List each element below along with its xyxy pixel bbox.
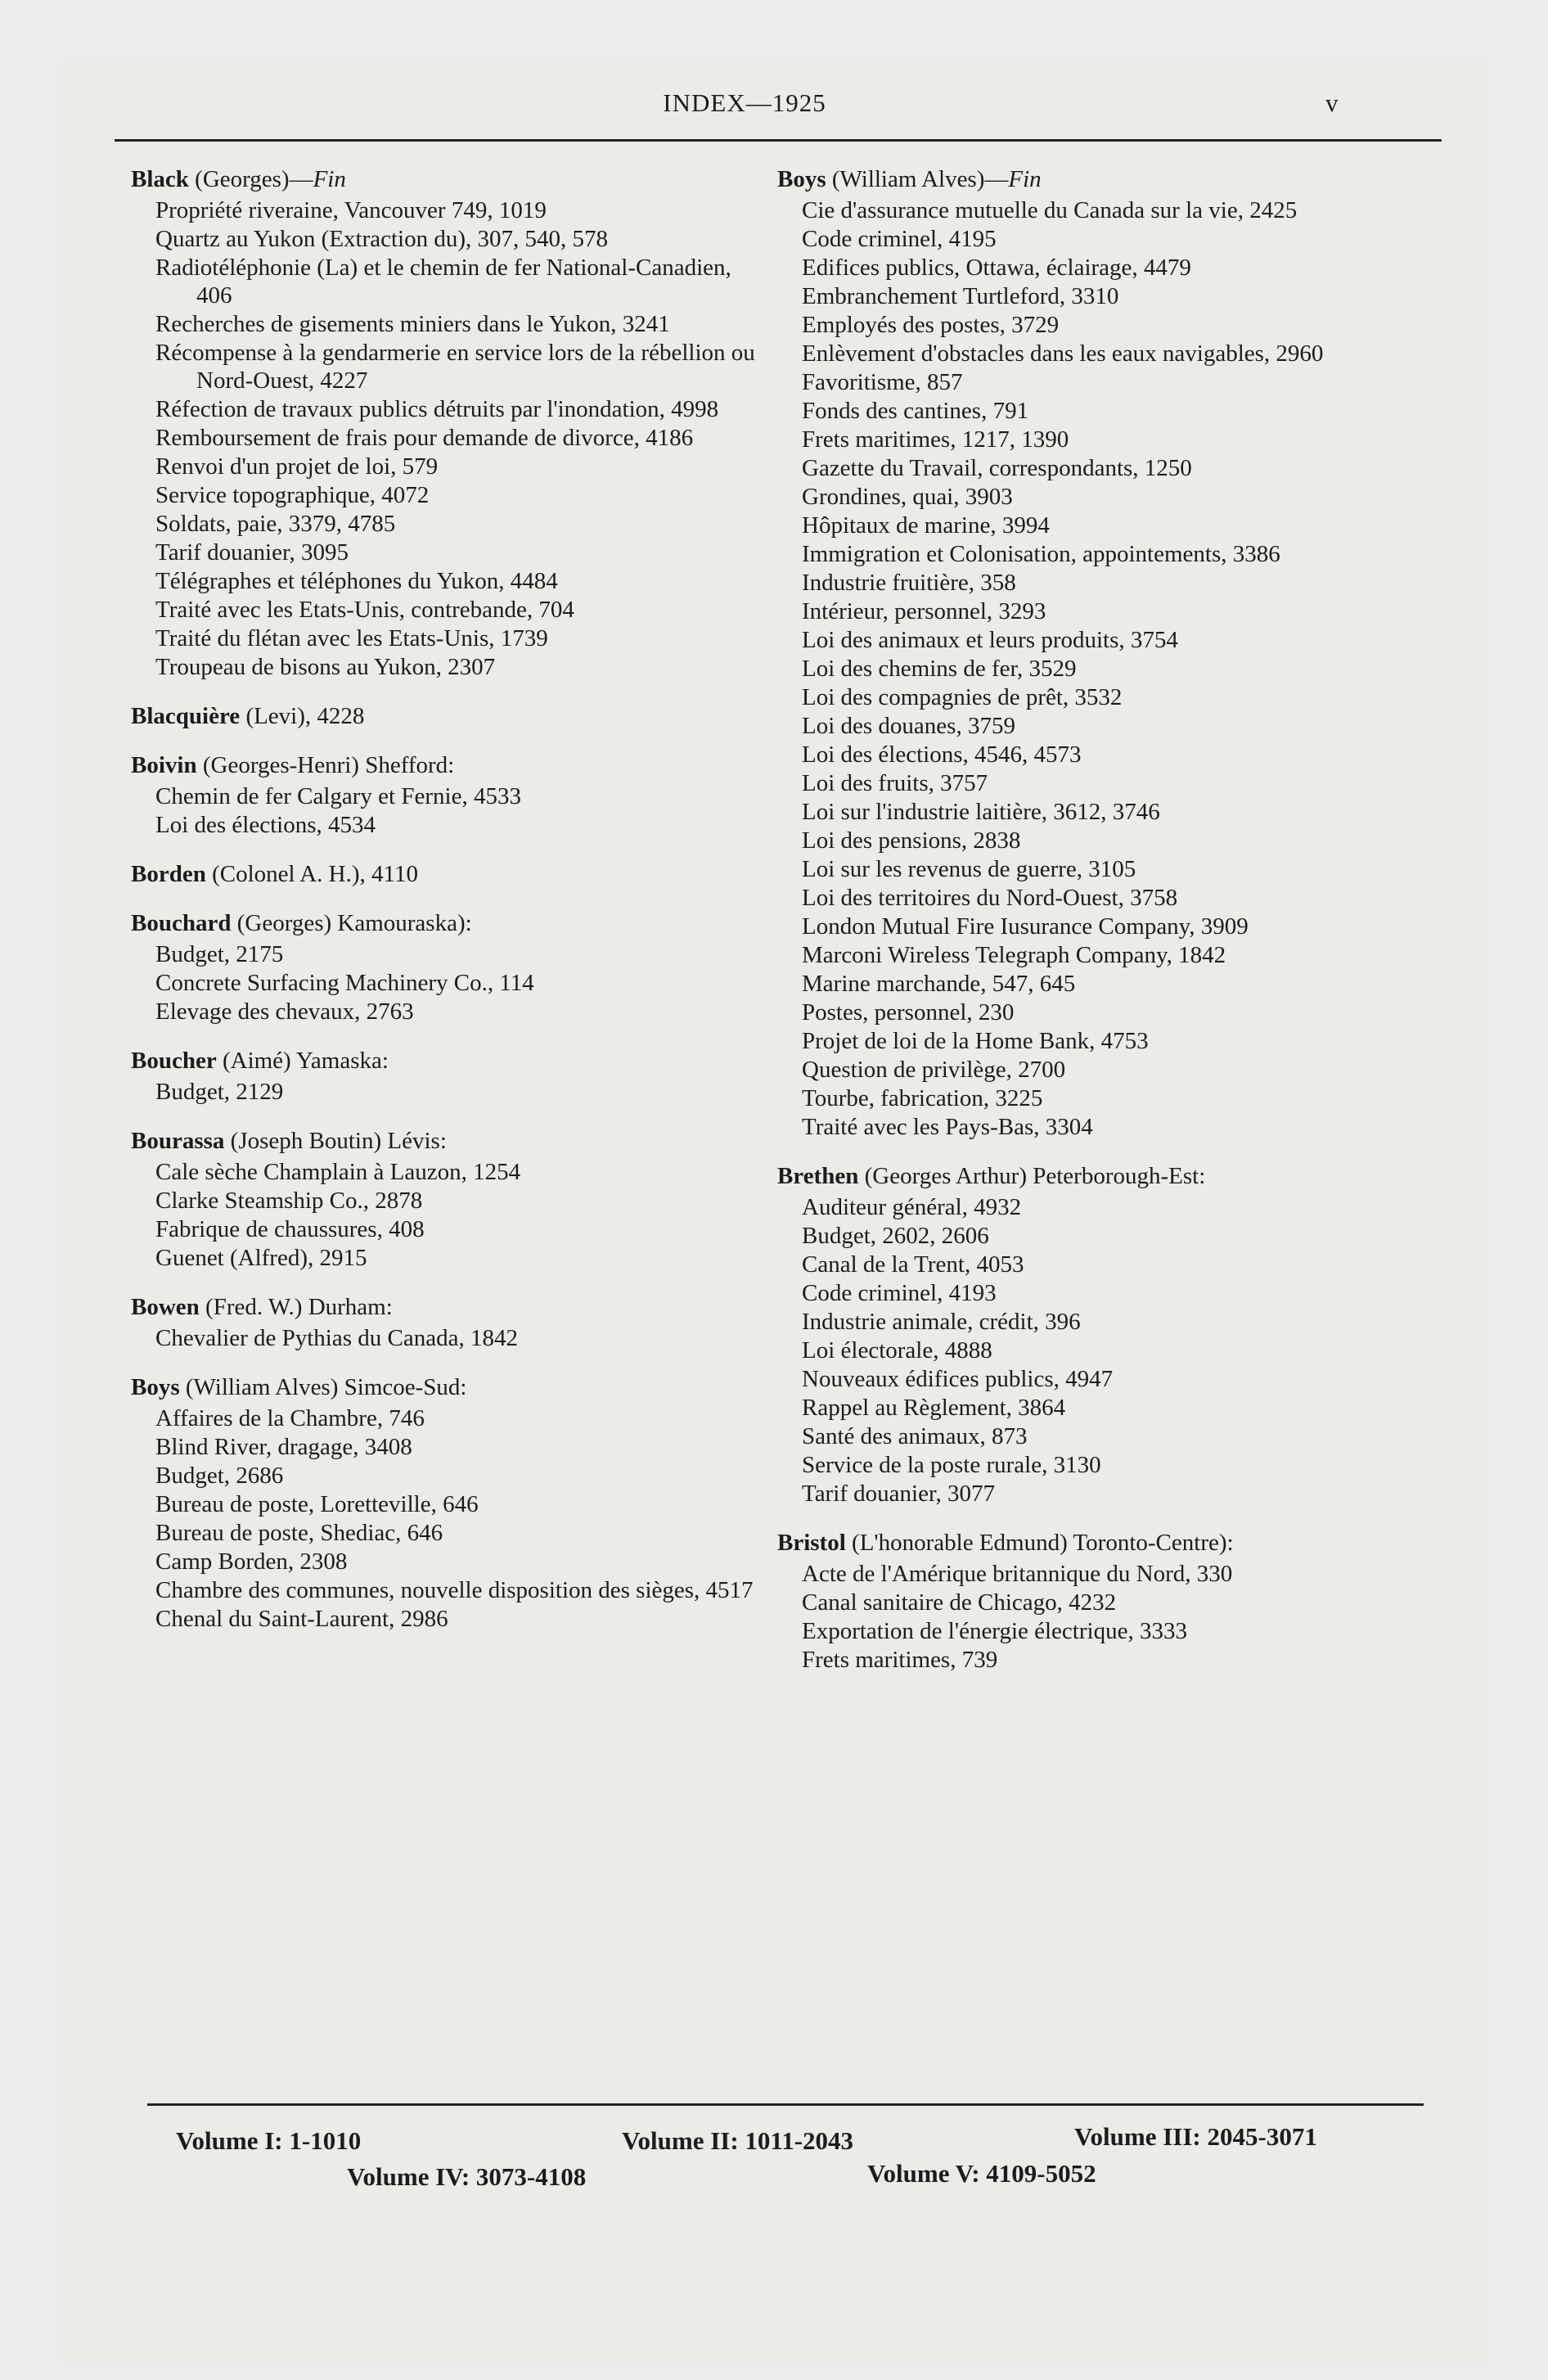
subentry: Loi des animaux et leurs produits, 3754 xyxy=(802,627,1178,653)
subentry: Question de privilège, 2700 xyxy=(802,1057,1066,1083)
entry-detail: (L'honorable Edmund) Toronto-Centre): xyxy=(845,1530,1234,1556)
subentry: Immigration et Colonisation, appointements, 3386 xyxy=(802,541,1280,567)
subentry: Budget, 2686 xyxy=(155,1463,284,1489)
entry-detail: (Fred. W.) Durham: xyxy=(199,1294,393,1320)
entry-detail: (Georges-Henri) Shefford: xyxy=(196,752,455,778)
footer-divider xyxy=(147,2103,1424,2106)
subentry: Loi sur les revenus de guerre, 3105 xyxy=(802,856,1136,882)
subentry: Grondines, quai, 3903 xyxy=(802,484,1013,510)
entry-continued: Fin xyxy=(313,166,346,192)
entry-heading: Boys xyxy=(777,166,826,192)
header-divider xyxy=(115,139,1442,142)
subentry: Budget, 2129 xyxy=(155,1079,284,1105)
subentry: Chemin de fer Calgary et Fernie, 4533 xyxy=(155,783,521,809)
subentry-list xyxy=(131,782,761,839)
subentry: Fonds des cantines, 791 xyxy=(802,398,1029,424)
subentry: Budget, 2175 xyxy=(155,941,284,967)
subentry: Marine marchande, 547, 645 xyxy=(802,971,1076,997)
subentry-list xyxy=(131,1158,761,1272)
subentry: Télégraphes et téléphones du Yukon, 4484 xyxy=(155,568,558,594)
subentry: Frets maritimes, 739 xyxy=(802,1647,998,1673)
subentry-list xyxy=(131,1078,761,1106)
subentry: Exportation de l'énergie électrique, 3333 xyxy=(802,1618,1187,1644)
subentry: Enlèvement d'obstacles dans les eaux navigables, 2960 xyxy=(802,340,1324,367)
entry-heading: Bouchard xyxy=(131,910,232,936)
subentry: Favoritisme, 857 xyxy=(802,369,963,395)
subentry-list xyxy=(131,1324,761,1352)
right-column xyxy=(777,165,1432,1695)
subentry: Santé des animaux, 873 xyxy=(802,1423,1028,1449)
subentry: Clarke Steamship Co., 2878 xyxy=(155,1188,423,1214)
subentry: Code criminel, 4195 xyxy=(802,226,997,252)
subentry: Cale sèche Champlain à Lauzon, 1254 xyxy=(155,1159,521,1185)
subentry: Loi des élections, 4534 xyxy=(155,812,376,838)
subentry: Loi sur l'industrie laitière, 3612, 3746 xyxy=(802,799,1160,825)
subentry: Loi des compagnies de prêt, 3532 xyxy=(802,684,1123,710)
index-entry xyxy=(131,1047,761,1106)
subentry: Chenal du Saint-Laurent, 2986 xyxy=(155,1606,448,1632)
subentry: Radiotéléphonie (La) et le chemin de fer National-Canadien, 406 xyxy=(155,255,731,309)
subentry: Edifices publics, Ottawa, éclairage, 4479 xyxy=(802,255,1191,281)
subentry: Propriété riveraine, Vancouver 749, 1019 xyxy=(155,197,547,223)
subentry: Soldats, paie, 3379, 4785 xyxy=(155,511,396,537)
entry-continued: Fin xyxy=(1008,166,1042,192)
entry-detail: (Colonel A. H.), 4110 xyxy=(205,861,418,887)
entry-heading: Brethen xyxy=(777,1163,859,1189)
subentry: Industrie animale, crédit, 396 xyxy=(802,1309,1081,1335)
entry-heading: Bristol xyxy=(777,1530,846,1556)
entry-detail: (Joseph Boutin) Lévis: xyxy=(224,1128,447,1154)
entry-detail: (Georges) Kamouraska): xyxy=(231,910,472,936)
subentry: Service de la poste rurale, 3130 xyxy=(802,1452,1101,1478)
subentry: Concrete Surfacing Machinery Co., 114 xyxy=(155,970,534,996)
subentry: Quartz au Yukon (Extraction du), 307, 540, 578 xyxy=(155,226,609,252)
entry-heading: Borden xyxy=(131,861,206,887)
subentry: Tarif douanier, 3077 xyxy=(802,1481,995,1507)
subentry: Renvoi d'un projet de loi, 579 xyxy=(155,453,439,480)
volume-range: Volume V: 4109-5052 xyxy=(867,2159,1096,2188)
subentry: Remboursement de frais pour demande de divorce, 4186 xyxy=(155,425,694,451)
subentry: Industrie fruitière, 358 xyxy=(802,570,1016,596)
index-entry xyxy=(777,165,1432,1141)
subentry: Fabrique de chaussures, 408 xyxy=(155,1216,425,1242)
index-entry xyxy=(131,1293,761,1352)
subentry: Camp Borden, 2308 xyxy=(155,1548,348,1575)
entry-heading: Bourassa xyxy=(131,1128,225,1154)
subentry: Chambre des communes, nouvelle disposition des sièges, 4517 xyxy=(155,1577,754,1603)
subentry: Nouveaux édifices publics, 4947 xyxy=(802,1366,1114,1392)
subentry: Cie d'assurance mutuelle du Canada sur la vie, 2425 xyxy=(802,197,1298,223)
subentry: Tarif douanier, 3095 xyxy=(155,539,349,566)
volume-range: Volume IV: 3073-4108 xyxy=(347,2162,587,2191)
subentry-list xyxy=(131,196,761,681)
subentry: Projet de loi de la Home Bank, 4753 xyxy=(802,1028,1149,1054)
volume-range: Volume III: 2045-3071 xyxy=(1074,2122,1317,2151)
subentry: Employés des postes, 3729 xyxy=(802,312,1060,338)
entry-detail: (Aimé) Yamaska: xyxy=(216,1048,389,1074)
subentry: Postes, personnel, 230 xyxy=(802,999,1015,1025)
subentry: Réfection de travaux publics détruits par l'inondation, 4998 xyxy=(155,396,719,422)
index-entry xyxy=(131,909,761,1025)
subentry: Loi des chemins de fer, 3529 xyxy=(802,656,1077,682)
subentry: Traité avec les Pays-Bas, 3304 xyxy=(802,1114,1093,1140)
subentry-list xyxy=(131,1404,761,1633)
subentry-list xyxy=(777,196,1432,1141)
index-entry xyxy=(131,1373,761,1633)
index-entry xyxy=(131,165,761,681)
subentry: Bureau de poste, Loretteville, 646 xyxy=(155,1491,479,1517)
subentry: Loi des élections, 4546, 4573 xyxy=(802,741,1082,768)
entry-heading: Boucher xyxy=(131,1048,217,1074)
subentry: Chevalier de Pythias du Canada, 1842 xyxy=(155,1325,518,1351)
subentry: Acte de l'Amérique britannique du Nord, 330 xyxy=(802,1561,1233,1587)
entry-heading: Bowen xyxy=(131,1294,200,1320)
left-column xyxy=(131,165,761,1654)
subentry: Marconi Wireless Telegraph Company, 1842 xyxy=(802,942,1226,968)
subentry: Traité avec les Etats-Unis, contrebande, 704 xyxy=(155,597,574,623)
subentry: Loi des douanes, 3759 xyxy=(802,713,1015,739)
entry-detail: (Levi), 4228 xyxy=(240,703,365,729)
subentry: Traité du flétan avec les Etats-Unis, 1739 xyxy=(155,625,548,651)
subentry: Budget, 2602, 2606 xyxy=(802,1223,989,1249)
subentry: Code criminel, 4193 xyxy=(802,1280,997,1306)
index-entry xyxy=(131,751,761,839)
subentry: Canal sanitaire de Chicago, 4232 xyxy=(802,1589,1117,1616)
subentry: Bureau de poste, Shediac, 646 xyxy=(155,1520,443,1546)
entry-detail: (Georges Arthur) Peterborough-Est: xyxy=(858,1163,1206,1189)
subentry: Hôpitaux de marine, 3994 xyxy=(802,512,1050,539)
subentry: Loi des pensions, 2838 xyxy=(802,827,1021,854)
subentry: Gazette du Travail, correspondants, 1250 xyxy=(802,455,1192,481)
subentry: Frets maritimes, 1217, 1390 xyxy=(802,426,1069,453)
index-entry xyxy=(131,702,761,730)
subentry: Rappel au Règlement, 3864 xyxy=(802,1395,1066,1421)
index-entry xyxy=(131,1127,761,1272)
index-entry xyxy=(131,860,761,888)
subentry: Affaires de la Chambre, 746 xyxy=(155,1405,425,1431)
subentry-list xyxy=(777,1560,1432,1674)
index-entry xyxy=(777,1529,1432,1674)
subentry: Auditeur général, 4932 xyxy=(802,1194,1022,1220)
subentry: Tourbe, fabrication, 3225 xyxy=(802,1085,1043,1111)
subentry: Embranchement Turtleford, 3310 xyxy=(802,283,1119,309)
subentry: Service topographique, 4072 xyxy=(155,482,430,508)
subentry: Intérieur, personnel, 3293 xyxy=(802,598,1046,624)
subentry: Guenet (Alfred), 2915 xyxy=(155,1245,367,1271)
subentry: Loi électorale, 4888 xyxy=(802,1337,992,1364)
volume-range: Volume II: 1011-2043 xyxy=(622,2126,854,2155)
entry-detail: (Georges)— xyxy=(188,166,313,192)
subentry: Troupeau de bisons au Yukon, 2307 xyxy=(155,654,496,680)
entry-detail: (William Alves)— xyxy=(826,166,1009,192)
subentry: London Mutual Fire Iusurance Company, 3909 xyxy=(802,913,1249,940)
subentry: Loi des territoires du Nord-Ouest, 3758 xyxy=(802,885,1178,911)
subentry: Loi des fruits, 3757 xyxy=(802,770,988,796)
subentry: Récompense à la gendarmerie en service lors de la rébellion ou Nord-Ouest, 4227 xyxy=(155,340,755,394)
page-number: v xyxy=(1325,88,1339,117)
entry-heading: Black xyxy=(131,166,189,192)
index-entry xyxy=(777,1162,1432,1508)
subentry-list xyxy=(777,1193,1432,1508)
subentry: Blind River, dragage, 3408 xyxy=(155,1434,412,1460)
volume-range: Volume I: 1-1010 xyxy=(176,2126,362,2155)
entry-heading: Blacquière xyxy=(131,703,241,729)
subentry: Elevage des chevaux, 2763 xyxy=(155,998,414,1025)
entry-heading: Boys xyxy=(131,1374,180,1400)
page-title: INDEX—1925 xyxy=(663,88,826,117)
entry-detail: (William Alves) Simcoe-Sud: xyxy=(179,1374,467,1400)
subentry-list xyxy=(131,940,761,1025)
subentry: Canal de la Trent, 4053 xyxy=(802,1251,1024,1278)
subentry: Recherches de gisements miniers dans le Yukon, 3241 xyxy=(155,311,670,337)
entry-heading: Boivin xyxy=(131,752,197,778)
